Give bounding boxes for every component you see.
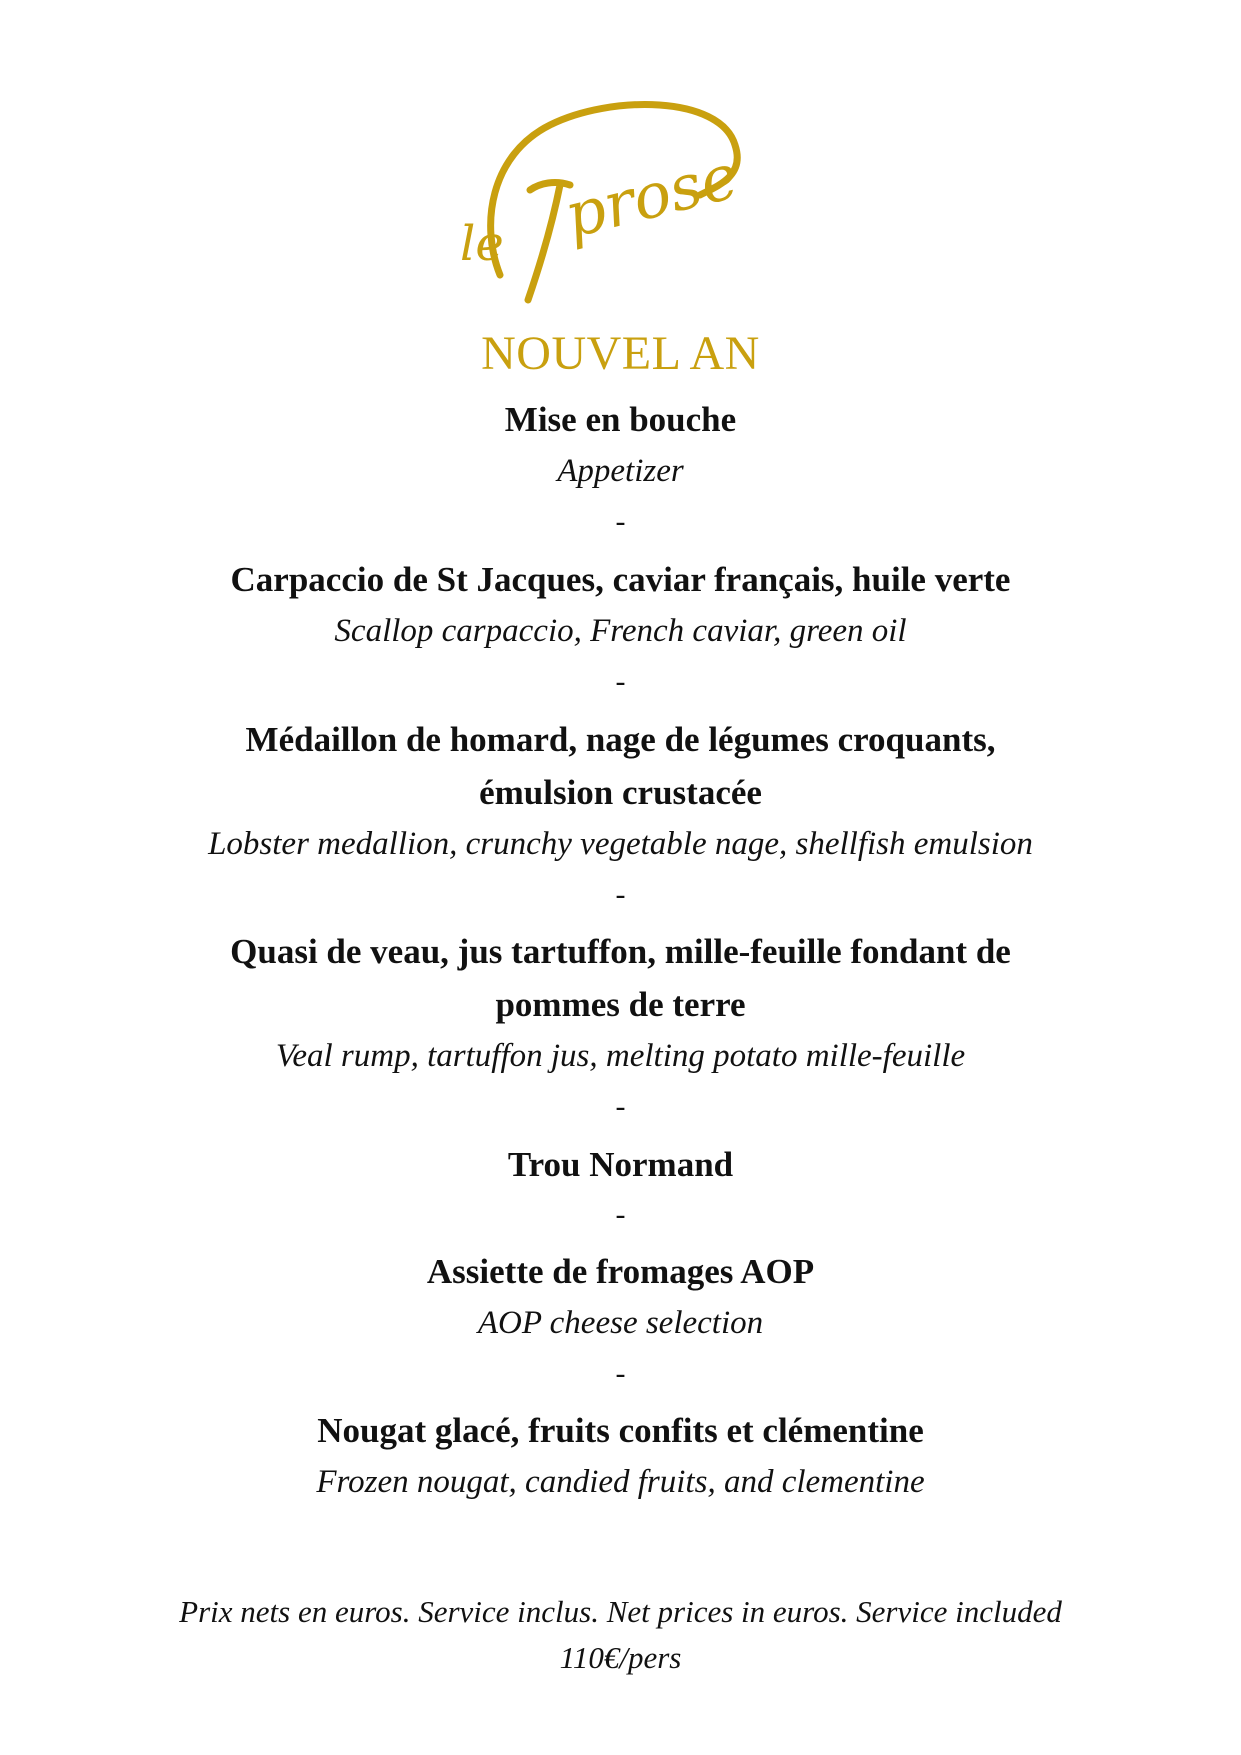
svg-text:le: le — [460, 216, 504, 272]
separator: - — [615, 505, 626, 538]
separator: - — [615, 1357, 626, 1390]
svg-text:prose: prose — [557, 139, 746, 253]
footer-price: 110€/pers — [559, 1640, 682, 1675]
le-prose-logo — [460, 85, 780, 320]
course-fr: Nougat glacé, fruits confits et clémentine — [317, 1411, 924, 1450]
course-fr: Médaillon de homard, nage de légumes croquants, — [245, 720, 996, 759]
course-en: Veal rump, tartuffon jus, melting potato mille-feuille — [275, 1038, 966, 1074]
course-fr: Assiette de fromages AOP — [426, 1252, 815, 1291]
course-en: Scallop carpaccio, French caviar, green oil — [334, 613, 907, 649]
separator: - — [615, 1198, 626, 1231]
course-fr-cont: pommes de terre — [495, 985, 746, 1024]
separator: - — [615, 878, 626, 911]
course-en: Appetizer — [557, 453, 684, 489]
course-fr: Quasi de veau, jus tartuffon, mille-feuille fondant de — [230, 932, 1011, 971]
course-en: Lobster medallion, crunchy vegetable nage, shellfish emulsion — [208, 826, 1033, 862]
course-fr-cont: émulsion crustacée — [479, 773, 762, 812]
course-fr: Trou Normand — [507, 1145, 734, 1184]
separator: - — [615, 665, 626, 698]
separator: - — [615, 1090, 626, 1123]
course-fr: Mise en bouche — [504, 400, 737, 439]
page-title: NOUVEL AN — [481, 327, 760, 380]
course-en: AOP cheese selection — [477, 1305, 764, 1341]
course-fr: Carpaccio de St Jacques, caviar français, huile verte — [230, 560, 1011, 599]
footer-note: Prix nets en euros. Service inclus. Net prices in euros. Service included — [179, 1594, 1062, 1629]
course-en: Frozen nougat, candied fruits, and clementine — [316, 1464, 925, 1500]
